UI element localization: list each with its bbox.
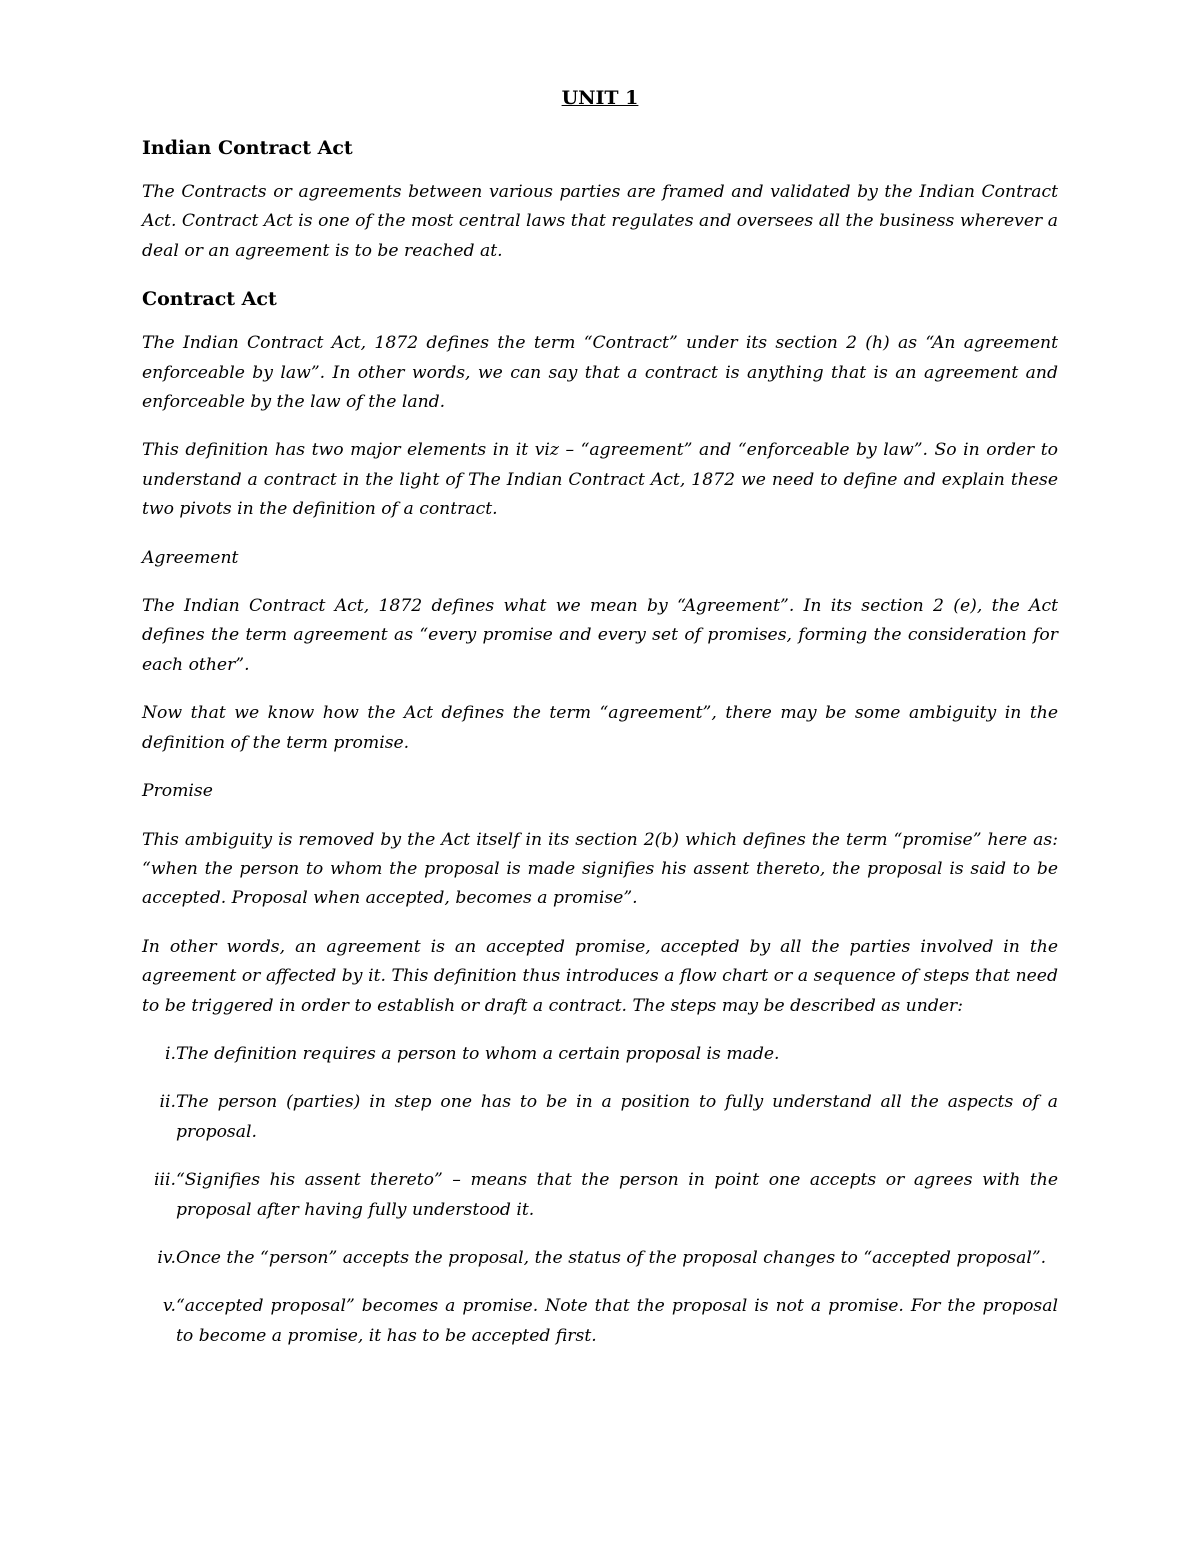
document-page xyxy=(142,84,1058,1370)
paragraph-steps-intro: In other words, an agreement is an accepted promise, accepted by all the parties involved in the agreement or affected by it. This definition thus introduces a flow chart or a sequence of steps that need to be triggered in order to establish or draft a contract. The steps may be described as under: xyxy=(142,936,1058,1016)
paragraph-ambiguity: Now that we know how the Act defines the term “agreement”, there may be some ambiguity in the definition of the term promise. xyxy=(142,703,1058,753)
list-numeral: ii. xyxy=(159,1092,176,1113)
subheading-agreement: Agreement xyxy=(142,547,239,568)
paragraph-contract-definition: The Indian Contract Act, 1872 defines the term “Contract” under its section 2 (h) as “An agreement enforceable by law”. In other words, we can say that a contract is anything that is an agreement and enforceable by the law of the land. xyxy=(142,333,1058,413)
paragraph-intro: The Contracts or agreements between various parties are framed and validated by the Indian Contract Act. Contract Act is one of the most central laws that regulates and oversees all the business wherever a deal or an agreement is to be reached at. xyxy=(142,182,1058,261)
paragraph-promise-definition: This ambiguity is removed by the Act itself in its section 2(b) which defines the term “promise” here as: “when the person to whom the proposal is made signifies his assent thereto, the proposal is said to be accepted. Proposal when accepted, becomes a promise”. xyxy=(142,829,1058,909)
list-item-text: The definition requires a person to whom a certain proposal is made. xyxy=(176,1043,780,1064)
list-item xyxy=(142,1244,1058,1273)
document-title: UNIT 1 xyxy=(561,87,639,109)
list-numeral: i. xyxy=(165,1043,176,1064)
list-item-text: Once the “person” accepts the proposal, the status of the proposal changes to “accepted proposal”. xyxy=(176,1247,1047,1268)
list-numeral: v. xyxy=(162,1296,176,1317)
list-item xyxy=(142,1292,1058,1351)
list-item-text: The person (parties) in step one has to be in a position to fully understand all the aspects of a proposal. xyxy=(176,1092,1058,1142)
heading-contract-act: Contract Act xyxy=(142,288,277,311)
list-item-text: “Signifies his assent thereto” – means that the person in point one accepts or agrees with the proposal after having fully understood it. xyxy=(176,1170,1058,1220)
list-numeral: iii. xyxy=(154,1170,176,1191)
heading-indian-contract-act: Indian Contract Act xyxy=(142,137,353,159)
list-item xyxy=(142,1040,1058,1069)
steps-list xyxy=(142,1040,1058,1351)
paragraph-agreement-definition: The Indian Contract Act, 1872 defines what we mean by “Agreement”. In its section 2 (e), the Act defines the term agreement as “every promise and every set of promises, forming the consideration for each other”. xyxy=(142,596,1058,675)
paragraph-two-elements: This definition has two major elements in it viz – “agreement” and “enforceable by law”. So in order to understand a contract in the light of The Indian Contract Act, 1872 we need to define and explain these two pivots in the definition of a contract. xyxy=(142,440,1058,520)
list-item xyxy=(142,1088,1058,1147)
subheading-promise: Promise xyxy=(142,781,213,802)
list-numeral: iv. xyxy=(157,1247,176,1268)
list-item-text: “accepted proposal” becomes a promise. Note that the proposal is not a promise. For the proposal to become a promise, it has to be accepted first. xyxy=(176,1296,1058,1346)
list-item xyxy=(142,1166,1058,1225)
